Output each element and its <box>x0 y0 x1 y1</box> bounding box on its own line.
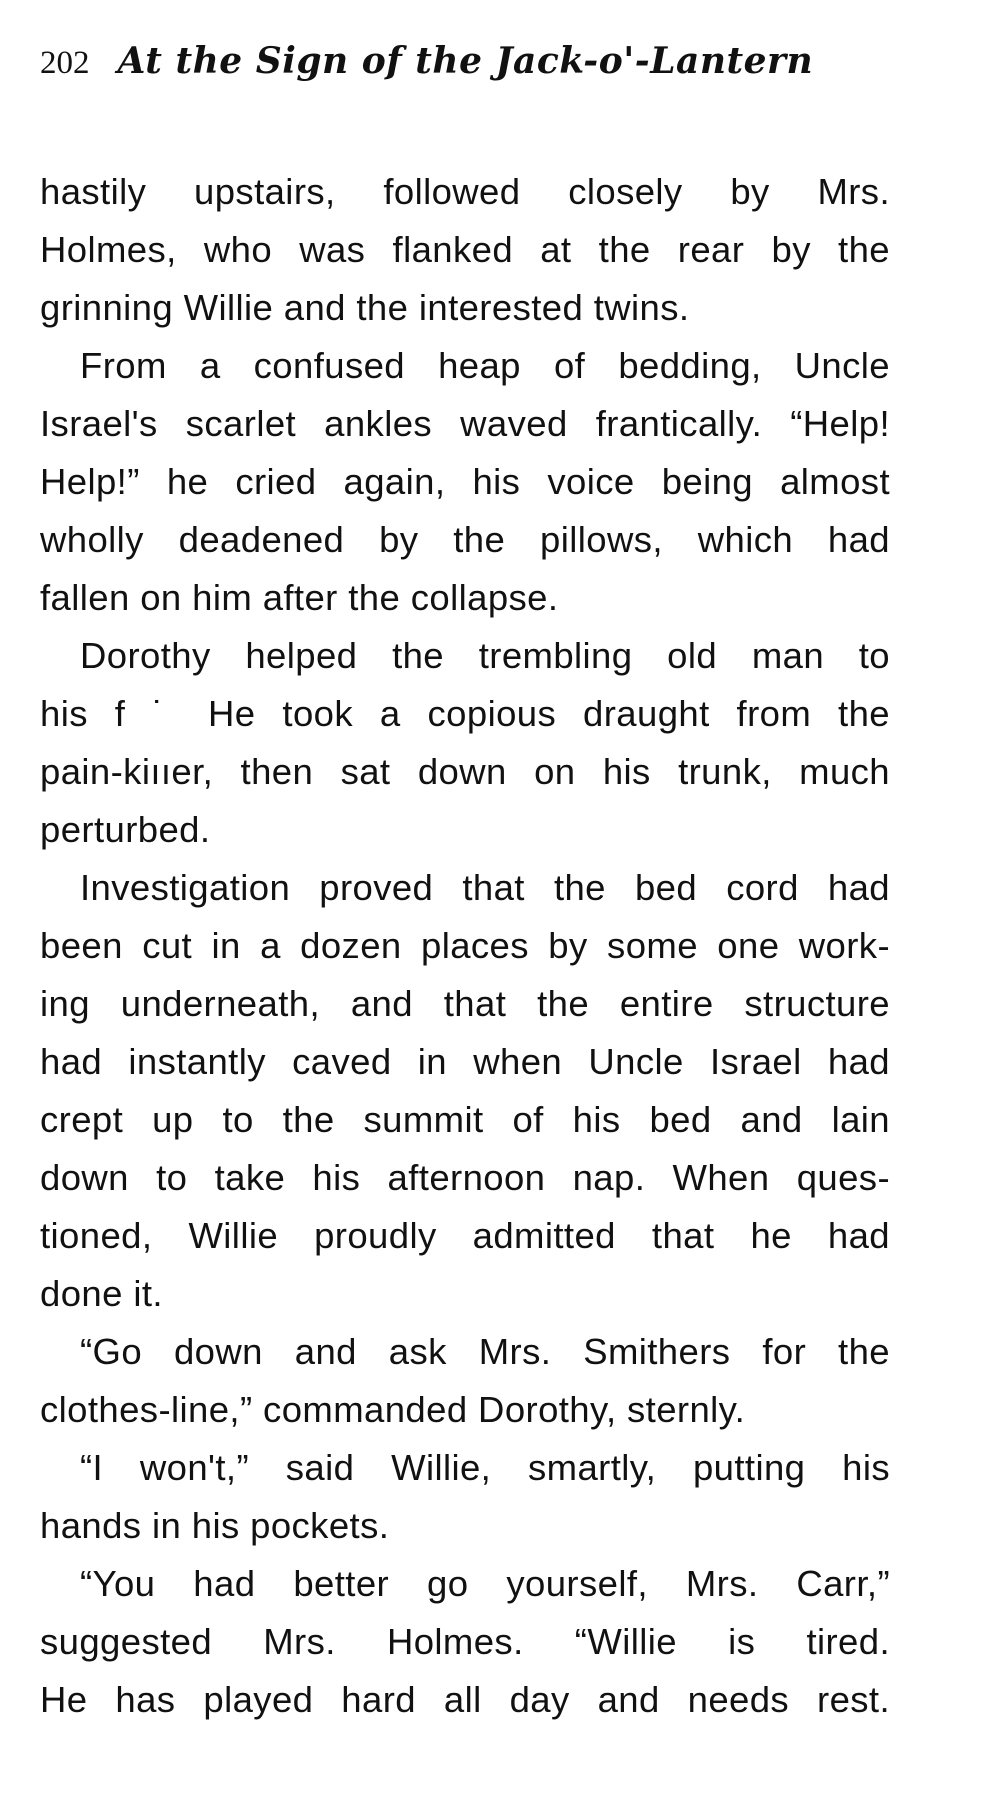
text-line: Investigation proved that the bed cord had <box>80 867 890 908</box>
text-line: “I won't,” said Willie, smartly, putting his <box>80 1447 890 1488</box>
text-line: fallen on him after the collapse. <box>40 577 559 618</box>
text-line: Dorothy helped the trembling old man to <box>80 635 890 676</box>
paragraph <box>40 627 890 859</box>
text-line: had instantly caved in when Uncle Israel had <box>40 1041 890 1082</box>
text-line: tioned, Willie proudly admitted that he had <box>40 1215 890 1256</box>
text-line: Holmes, who was flanked at the rear by the <box>40 229 890 270</box>
text-line: clothes-line,” commanded Dorothy, sternly. <box>40 1389 746 1430</box>
paragraph <box>40 1323 890 1439</box>
text-line: From a confused heap of bedding, Uncle <box>80 345 890 386</box>
text-line: “Go down and ask Mrs. Smithers for the <box>80 1331 890 1372</box>
book-title: At the Sign of the Jack-o'-Lantern <box>117 40 814 82</box>
paragraph <box>40 859 890 1323</box>
text-line: down to take his afternoon nap. When ques- <box>40 1157 890 1198</box>
text-line: hastily upstairs, followed closely by Mrs. <box>40 171 890 212</box>
text-line: ing underneath, and that the entire structure <box>40 983 890 1024</box>
text-line: crept up to the summit of his bed and lain <box>40 1099 890 1140</box>
text-line: Israel's scarlet ankles waved frantically. “Help! <box>40 403 890 444</box>
text-line: been cut in a dozen places by some one work- <box>40 925 890 966</box>
paragraph <box>40 163 890 337</box>
text-line: perturbed. <box>40 809 211 850</box>
text-line: Help!” he cried again, his voice being almost <box>40 461 890 502</box>
text-line: He has played hard all day and needs rest. <box>40 1679 890 1720</box>
text-line: done it. <box>40 1273 163 1314</box>
text-line: “You had better go yourself, Mrs. Carr,” <box>80 1563 890 1604</box>
text-line: grinning Willie and the interested twins. <box>40 287 690 328</box>
page-number: 202 <box>40 45 90 81</box>
text-line: his f ˙ He took a copious draught from the <box>40 693 890 734</box>
text-line: hands in his pockets. <box>40 1505 390 1546</box>
text-line: wholly deadened by the pillows, which had <box>40 519 890 560</box>
paragraph <box>40 1439 890 1555</box>
paragraph <box>40 1555 890 1729</box>
text-line: pain-kiııer, then sat down on his trunk, much <box>40 751 890 792</box>
page-body-text <box>40 163 890 1729</box>
running-head <box>40 40 900 100</box>
paragraph <box>40 337 890 627</box>
text-line: suggested Mrs. Holmes. “Willie is tired. <box>40 1621 890 1662</box>
